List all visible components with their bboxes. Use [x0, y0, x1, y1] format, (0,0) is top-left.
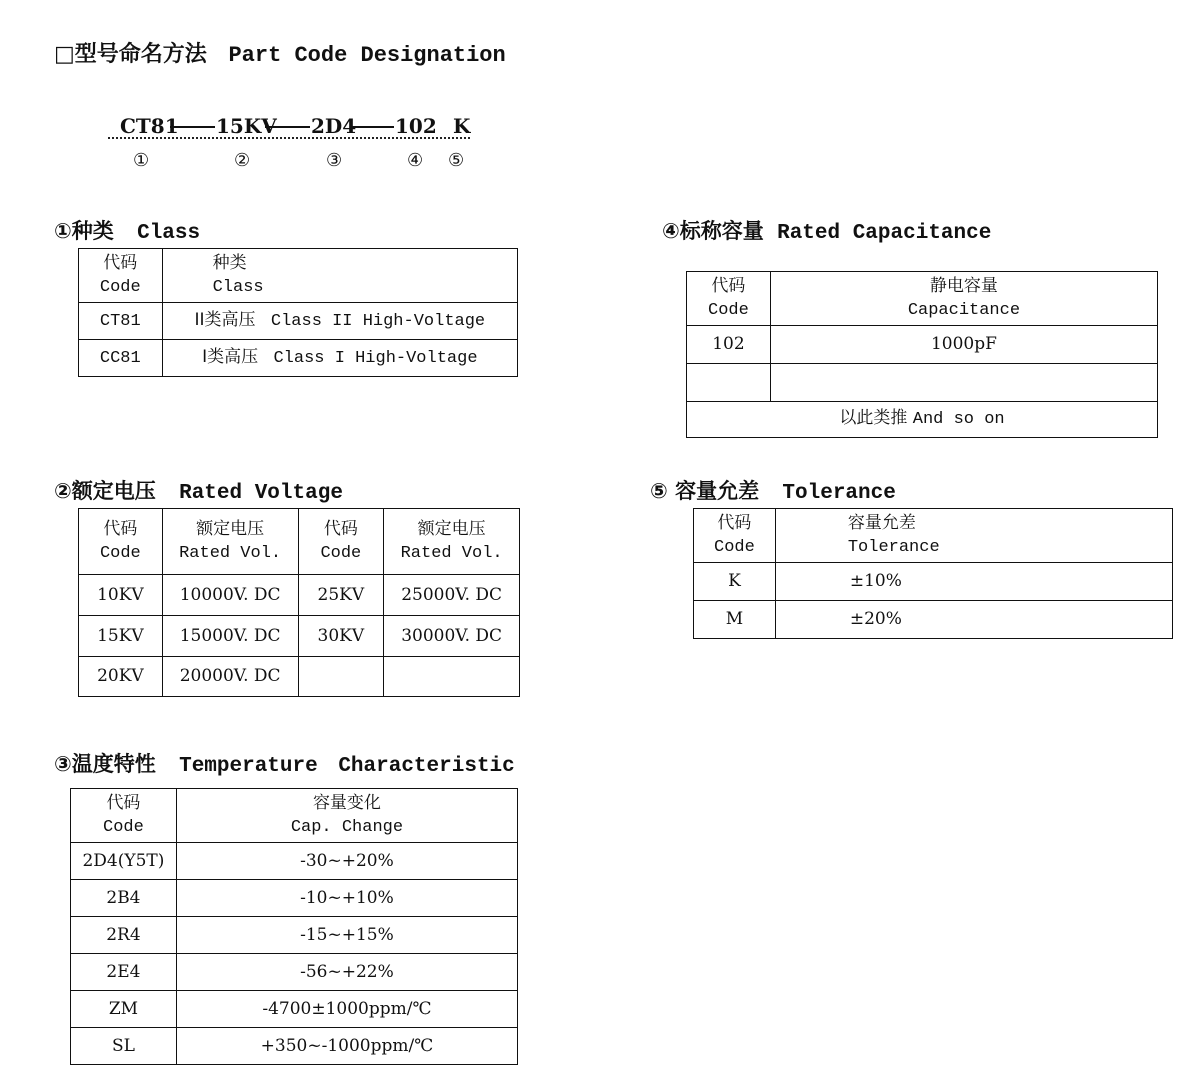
capacitance-heading [662, 221, 991, 244]
cap-change-value: -10~+10% [176, 880, 517, 917]
temperature-code: 2R4 [71, 917, 177, 954]
table-row [79, 657, 520, 697]
part-code-marker-2: ② [234, 150, 251, 171]
header-code [298, 509, 384, 575]
part-code-segment-4: 102 [395, 114, 437, 138]
header-capacitance-en: Capacitance [907, 300, 1021, 320]
header-capacitance-zh: 静电容量 [929, 275, 998, 296]
header-class [162, 249, 517, 303]
table-header-row [71, 789, 518, 843]
voltage-code: 10KV [79, 575, 163, 616]
class-desc-en: Class II High-Voltage [270, 311, 486, 331]
voltage-code: 25KV [298, 575, 384, 616]
class-code: CT81 [99, 311, 141, 331]
header-code [694, 509, 776, 563]
page-title-zh: □型号命名方法 [54, 42, 207, 67]
table-row [694, 563, 1173, 601]
table-row [71, 991, 518, 1028]
header-code-en: Code [103, 817, 144, 837]
voltage-value: 20000V. DC [162, 657, 298, 697]
header-vol [384, 509, 520, 575]
header-tolerance [775, 509, 1172, 563]
temperature-table [70, 788, 518, 1065]
temperature-heading-en: Temperature Characteristic [179, 755, 515, 778]
cap-change-value: +350~-1000ppm/℃ [176, 1028, 517, 1065]
header-code-zh: 代码 [106, 792, 141, 813]
table-row [687, 364, 1158, 402]
capacitance-heading-en: Rated Capacitance [777, 222, 992, 245]
header-code-en: Code [99, 277, 141, 297]
tolerance-value: ±20% [775, 601, 1172, 639]
voltage-code: 30KV [298, 616, 384, 657]
cap-change-value: -30~+20% [176, 843, 517, 880]
tolerance-heading-en: Tolerance [782, 482, 896, 505]
header-code-en: Code [320, 543, 362, 563]
temperature-code: ZM [71, 991, 177, 1028]
class-code: CC81 [99, 348, 141, 368]
capacitance-value: 1000pF [770, 326, 1157, 364]
header-code-en: Code [714, 537, 755, 557]
part-code-segment-5: K [453, 114, 471, 138]
voltage-value: 30000V. DC [384, 616, 520, 657]
header-vol [162, 509, 298, 575]
tolerance-code: M [694, 601, 776, 639]
page-title-en: Part Code Designation [228, 43, 506, 68]
voltage-value: 25000V. DC [384, 575, 520, 616]
table-row [71, 954, 518, 991]
class-desc-zh: II类高压 [194, 309, 256, 330]
voltage-value: 10000V. DC [162, 575, 298, 616]
cap-change-value: -15~+15% [176, 917, 517, 954]
header-vol-zh: 额定电压 [196, 518, 265, 539]
temperature-code: 2D4(Y5T) [71, 843, 177, 880]
class-desc-zh: I类高压 [202, 346, 259, 367]
table-row [79, 616, 520, 657]
voltage-heading-zh: ②额定电压 [54, 479, 156, 503]
class-heading [54, 221, 200, 244]
part-code-marker-4: ④ [407, 150, 424, 171]
header-code-zh: 代码 [323, 518, 358, 539]
capacitance-heading-zh: ④标称容量 [662, 219, 764, 243]
header-class-en: Class [212, 277, 264, 297]
header-code [687, 272, 771, 326]
table-row [71, 880, 518, 917]
header-tolerance-en: Tolerance [847, 537, 940, 557]
page-title [54, 44, 506, 67]
tolerance-heading [650, 481, 896, 504]
part-code-marker-3: ③ [326, 150, 343, 171]
capacitance-code: 102 [687, 326, 771, 364]
capacitance-table [686, 271, 1158, 438]
header-vol-en: Rated Vol. [400, 543, 503, 563]
header-code-zh: 代码 [711, 275, 746, 296]
header-cap-change-en: Cap. Change [290, 817, 404, 837]
header-cap-change [176, 789, 517, 843]
part-code-segment-2: 15KV [216, 114, 277, 138]
class-heading-en: Class [137, 222, 201, 245]
header-class-zh: 种类 [212, 252, 247, 273]
capacitance-footer [687, 402, 1158, 438]
part-code-underline [108, 137, 470, 139]
table-footer-row [687, 402, 1158, 438]
temperature-code: 2E4 [71, 954, 177, 991]
capacitance-value [770, 364, 1157, 402]
capacitance-footer-en: And so on [912, 410, 1005, 430]
part-code-marker-1: ① [133, 150, 150, 171]
temperature-heading [54, 754, 515, 777]
header-code [79, 249, 163, 303]
part-code-dash [170, 126, 215, 128]
table-header-row [694, 509, 1173, 563]
temperature-code: SL [71, 1028, 177, 1065]
tolerance-code: K [694, 563, 776, 601]
voltage-code: 15KV [79, 616, 163, 657]
table-row [79, 340, 518, 377]
voltage-code [298, 657, 384, 697]
temperature-code: 2B4 [71, 880, 177, 917]
part-code-dash [265, 126, 310, 128]
table-row [79, 575, 520, 616]
class-desc-en: Class I High-Voltage [273, 348, 478, 368]
voltage-code: 20KV [79, 657, 163, 697]
table-row [79, 303, 518, 340]
tolerance-heading-zh: ⑤ 容量允差 [650, 479, 760, 503]
table-row [694, 601, 1173, 639]
header-vol-en: Rated Vol. [179, 543, 282, 563]
temperature-heading-zh: ③温度特性 [54, 752, 156, 776]
header-code-zh: 代码 [103, 252, 138, 273]
class-heading-zh: ①种类 [54, 219, 114, 243]
header-cap-change-zh: 容量变化 [312, 792, 381, 813]
table-row [71, 843, 518, 880]
voltage-value: 15000V. DC [162, 616, 298, 657]
voltage-table [78, 508, 520, 697]
part-code-segment-3: 2D4 [311, 114, 357, 138]
header-code [79, 509, 163, 575]
table-row [71, 917, 518, 954]
capacitance-footer-zh: 以此类推 [839, 408, 908, 429]
tolerance-table [693, 508, 1173, 639]
tolerance-value: ±10% [775, 563, 1172, 601]
cap-change-value: -56~+22% [176, 954, 517, 991]
part-code-dash [350, 126, 394, 128]
table-row [71, 1028, 518, 1065]
header-code-zh: 代码 [717, 512, 752, 533]
header-code [71, 789, 177, 843]
header-tolerance-zh: 容量允差 [847, 512, 916, 533]
header-code-en: Code [99, 543, 141, 563]
table-header-row [687, 272, 1158, 326]
voltage-heading [54, 481, 343, 504]
voltage-value [384, 657, 520, 697]
capacitance-code [687, 364, 771, 402]
header-code-en: Code [708, 300, 749, 320]
class-table [78, 248, 518, 377]
cap-change-value: -4700±1000ppm/℃ [176, 991, 517, 1028]
voltage-heading-en: Rated Voltage [179, 482, 343, 505]
header-code-zh: 代码 [103, 518, 138, 539]
header-capacitance [770, 272, 1157, 326]
part-code-marker-5: ⑤ [448, 150, 465, 171]
table-header-row [79, 509, 520, 575]
header-vol-zh: 额定电压 [417, 518, 486, 539]
table-header-row [79, 249, 518, 303]
part-code-segment-1: CT81 [120, 114, 179, 138]
table-row [687, 326, 1158, 364]
